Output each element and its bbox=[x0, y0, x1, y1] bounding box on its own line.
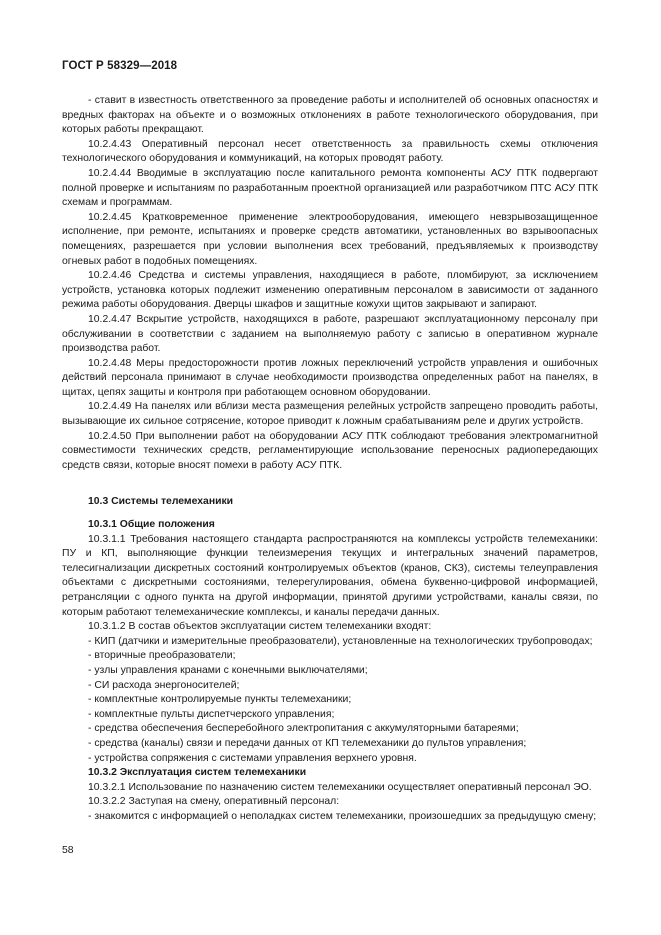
list-item: - средства обеспечения бесперебойного электропитания с аккумуляторными батареями; bbox=[88, 723, 519, 735]
list-item: - вторичные преобразователи; bbox=[88, 650, 236, 662]
section-heading-10-3: 10.3 Системы телемеханики bbox=[88, 496, 234, 508]
paragraph-10-2-4-45: 10.2.4.45 Кратковременное применение электрооборудования, имеющего невзрывозащищенное исполнение, при ремонте, испытаниях и проверке средств автоматики, установленных во взрывоопасных помещениях, разрешается при условии выполнения всех требований, предъявляемых к производству огневых работ в подобных помещениях. bbox=[62, 211, 598, 267]
paragraph-10-2-4-49: 10.2.4.49 На панелях или вблизи места размещения релейных устройств запрещено проводить работы, вызывающие их сильное сотрясение, которое приводит к ложным срабатываниям реле и других устройств. bbox=[62, 401, 598, 428]
document-body bbox=[62, 94, 598, 825]
subsection-heading-10-3-2: 10.3.2 Эксплуатация систем телемеханики bbox=[88, 767, 307, 779]
document-header: ГОСТ Р 58329—2018 bbox=[62, 60, 178, 72]
list-item: - знакомится с информацией о неполадках систем телемеханики, произошедших за предыдущую смену; bbox=[88, 810, 597, 822]
paragraph-10-2-4-47: 10.2.4.47 Вскрытие устройств, находящихся в работе, разрешают эксплуатационному персоналу при обслуживании в соответствии с заданием на выполняемую работу с записью в оперативном журнале производства работ. bbox=[62, 313, 598, 355]
list-item: - комплектные пульты диспетчерского управления; bbox=[88, 708, 335, 720]
paragraph-10-3-2-2: 10.3.2.2 Заступая на смену, оперативный персонал: bbox=[88, 796, 340, 808]
list-item: - СИ расхода энергоносителей; bbox=[88, 679, 240, 691]
paragraph-10-2-4-48: 10.2.4.48 Меры предосторожности против ложных переключений устройств управления и ошибочных действий персонала принимают в случае необходимости производства определенных работ на панелях, в щитах, цепях защиты и контроля при работающем основном оборудовании. bbox=[62, 357, 598, 398]
list-item: - КИП (датчики и измерительные преобразователи), установленные на технологических трубопроводах; bbox=[88, 635, 593, 647]
paragraph-10-3-1-2: 10.3.1.2 В состав объектов эксплуатации систем телемеханики входят: bbox=[88, 621, 432, 633]
list-item: - средства (каналы) связи и передачи данных от КП телемеханики до пультов управления; bbox=[88, 737, 527, 749]
list-item: - устройства сопряжения с системами управления верхнего уровня. bbox=[88, 752, 417, 764]
list-item: - комплектные контролируемые пункты телемеханики; bbox=[88, 694, 352, 706]
paragraph-10-2-4-43: 10.2.4.43 Оперативный персонал несет ответственность за правильность схемы отключения технологического оборудования и коммуникаций, на которых проводят работу. bbox=[62, 138, 598, 165]
subsection-heading-10-3-1: 10.3.1 Общие положения bbox=[88, 519, 215, 531]
paragraph-10-2-4-50: 10.2.4.50 При выполнении работ на оборудовании АСУ ПТК соблюдают требования электромагнитной совместимости технических средств, регламентирующие использование переносных радиопередающих средств связи, которые вносят помехи в работу АСУ ПТК. bbox=[62, 430, 598, 471]
page-number: 58 bbox=[62, 845, 74, 856]
paragraph-10-3-2-1: 10.3.2.1 Использование по назначению систем телемеханики осуществляет оперативный персонал ЭО. bbox=[88, 781, 592, 793]
paragraph-10-2-4-44: 10.2.4.44 Вводимые в эксплуатацию после капитального ремонта компоненты АСУ ПТК подвергают полной проверке и испытаниям по разработанным проектной организацией или разработчиком ПТС АСУ ПТК схемам и программам. bbox=[62, 167, 598, 209]
list-item: - узлы управления кранами с конечными выключателями; bbox=[88, 664, 368, 676]
paragraph-bullet-hazards: - ставит в известность ответственного за проведение работы и исполнителей об основных опасностях и вредных факторах на объекте и о возможных отклонениях в работе технологического оборудования, при которых работы прекращают. bbox=[62, 95, 598, 136]
paragraph-10-2-4-46: 10.2.4.46 Средства и системы управления, находящиеся в работе, пломбируют, за исключением устройств, установка которых подлежит изменению оперативным персоналом в зависимости от заданного режима работы оборудования. Дверцы шкафов и защитные кожухи щитов закрывают и запирают. bbox=[62, 270, 598, 311]
paragraph-10-3-1-1: 10.3.1.1 Требования настоящего стандарта распространяются на комплексы устройств телемеханики: ПУ и КП, выполняющие функции телеизмерения текущих и интегральных значений параметров, телесигнализации дискретных состояний контролируемых объектов (кранов, СКЗ), системы телеуправления объектами с дискретными состояниями, телерегулирования, обмена буквенно-цифровой информацией, ретрансляции с одного пункта на другой информации, принятой другими устройствами, каналы связи, по которым работают телемеханические комплексы, и каналы передачи данных. bbox=[62, 533, 598, 618]
